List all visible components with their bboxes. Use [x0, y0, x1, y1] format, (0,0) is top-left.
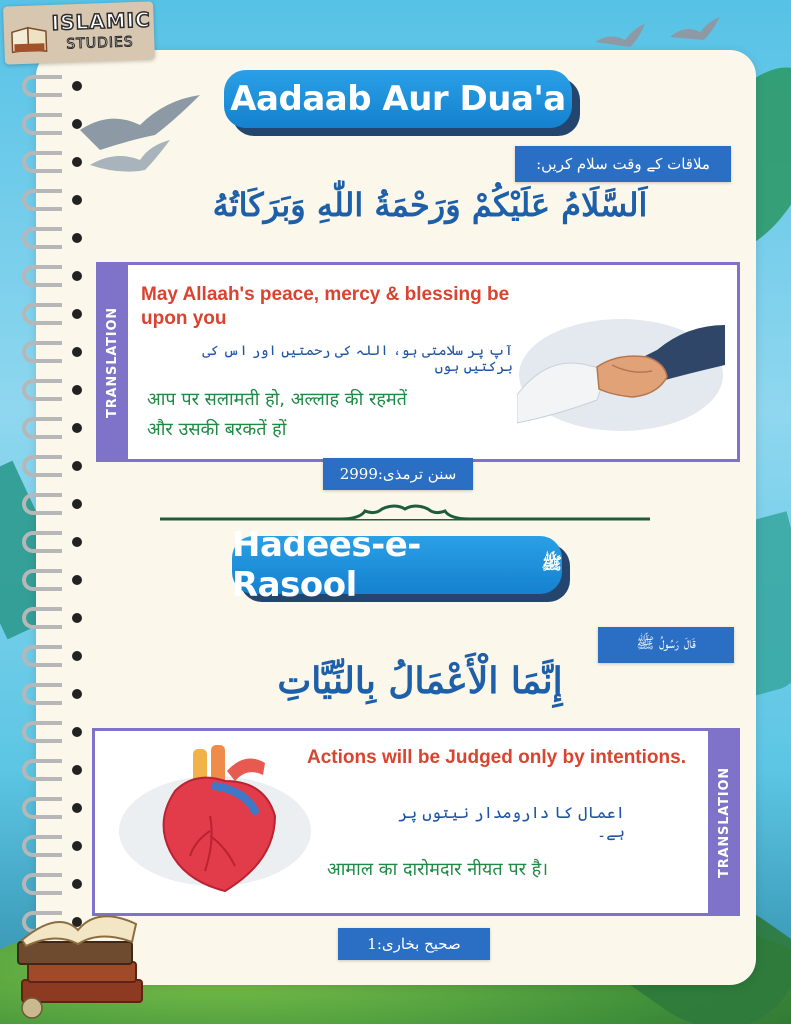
section2-arabic-text: إِنَّمَا الْأَعْمَالُ بِالنِّيَّاتِ [277, 660, 563, 702]
section1-hindi-translation-line2: और उसकी बरकतें हों [147, 419, 287, 440]
section2-title: Hadees-e-Rasool [232, 525, 421, 605]
section2-translation-tab: TRANSLATION [708, 728, 740, 916]
section1-arabic-text: اَلسَّلَامُ عَلَيْكُمْ وَرَحْمَةُ اللّٰهِ وَبَرَكَاتُهُ [212, 186, 648, 224]
logo-title: ISLAMIC [51, 7, 152, 35]
heart-icon [115, 741, 315, 901]
section2-translation-box [92, 728, 740, 916]
section2-prophet-said-label: قَالَ رَسُولُ ﷺ [598, 627, 734, 663]
section1-english-translation: May Allaah's peace, mercy & blessing be upon you [141, 284, 510, 329]
section1-translation-tab: TRANSLATION [96, 262, 128, 462]
book-icon [10, 23, 49, 54]
section2-urdu-translation: اعمال کا دارومدار نیتوں پر ہے۔ [398, 803, 625, 841]
handshake-icon [517, 305, 725, 435]
books-illustration [8, 880, 148, 1020]
section1-reference: سنن ترمذی:2999 [323, 458, 473, 490]
section1-title: Aadaab Aur Dua'a [230, 79, 566, 119]
bird-illustration [70, 90, 210, 190]
section1-title-banner [224, 70, 572, 128]
notebook-spiral [22, 75, 82, 995]
bird-illustration [590, 12, 740, 57]
ornamental-divider [160, 503, 650, 527]
islamic-studies-logo [3, 1, 155, 64]
section1-urdu-translation: آپ پر سلامتی ہو، اللہ کی رحمتیں اور اس کی برکتیں ہوں [202, 343, 513, 375]
logo-subtitle: STUDIES [66, 34, 134, 53]
section1-hindi-translation-line1: आप पर सलामती हो, अल्लाह की रहमतें [147, 389, 407, 410]
section2-hindi-translation: आमाल का दारोमदार नीयत पर है। [327, 859, 549, 880]
section2-reference: صحیح بخاری:1 [338, 928, 490, 960]
section2-title-banner [232, 525, 562, 605]
section1-instruction-label: ملاقات کے وقت سلام کریں: [515, 146, 731, 182]
section2-title-honorific: ﷺ [541, 553, 562, 574]
section1-translation-box [96, 262, 740, 462]
section2-english-translation: Actions will be Judged only by intentions. [307, 747, 686, 768]
